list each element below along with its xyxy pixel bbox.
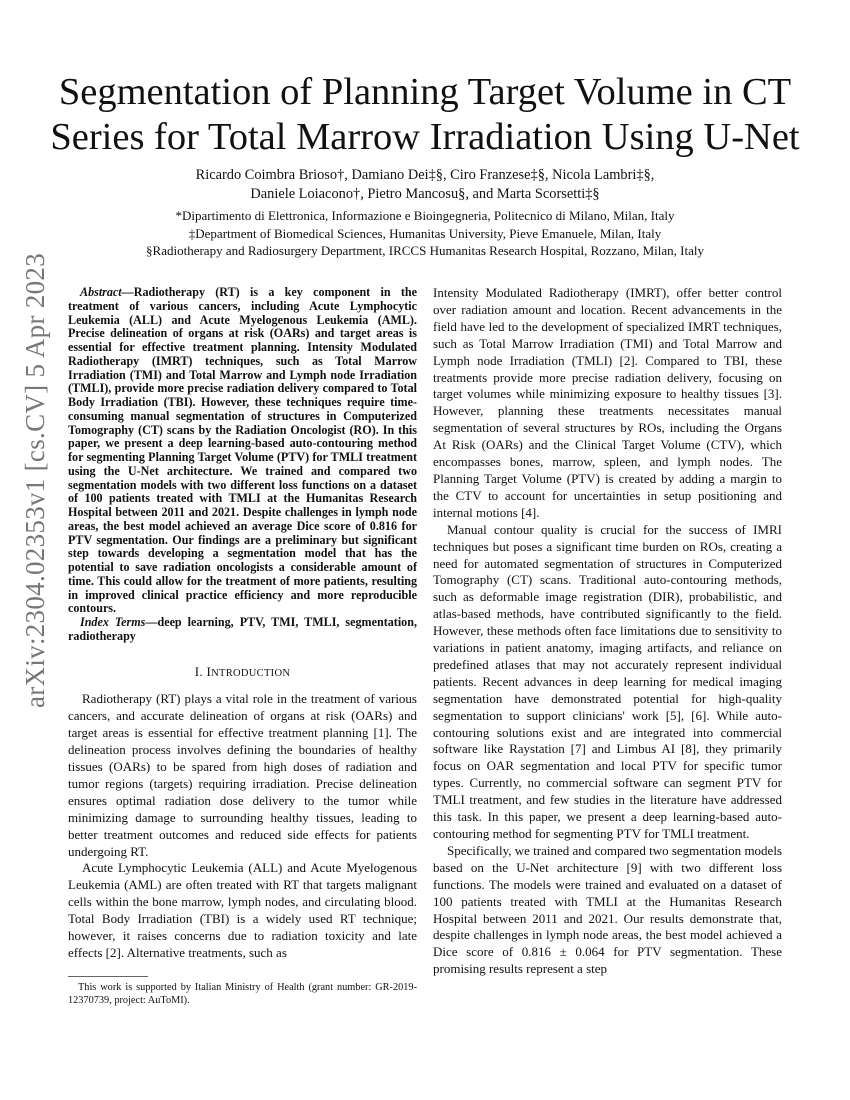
index-terms: [68, 616, 417, 644]
body-paragraph-continued: Intensity Modulated Radiotherapy (IMRT), offer better control over radiation amount and location. Recent advancements in the field have led to the development of specialized IMRT techniques, such as Total Marrow Irradiation (TMI) and Total Marrow and Lymph node Irradiation (TMLI) [2]. Compared to TBI, these treatments provide more precise radiation delivery, focusing on target volumes while minimizing exposure to healthy tissues [3]. However, planning these treatments necessitates manual segmentation of several structures by ROs, including the Organs At Risk (OARs) and the Clinical Target Volume (CTV), which encompasses bones, marrow, spleen, and lymph nodes. The Planning Target Volume (PTV) is created by adding a margin to the CTV to account for uncertainties in setup positioning and internal motions [4].: [433, 285, 782, 520]
body-paragraph-manual-contour: Manual contour quality is crucial for the success of IMRI techniques but poses a significant time burden on ROs, creating a need for automated segmentation of structures in Computerized Tomography (CT) scans. Traditional auto-contouring methods, such as deformable image registration (DIR), probabilistic, and atlas-based methods, have contributed significantly to the field. However, these methods often face limitations due to sensitivity to variations in patient anatomy, imaging artifacts, and reliance on predefined atlases that may not accurately represent individual patients. Recent advances in deep learning for medical imaging segmentation have demonstrated potential for high-quality segmentation to support clinicians' work [5], [6]. While auto-contouring solutions exist and are integrated into commercial software like Raystation [7] and Limbus AI [8], they primarily focus on OAR segmentation and local PTV for specific tumor types. Currently, no commercial software can segment PTV for TMLI treatment, and few studies in the literature have addressed this task. In this paper, we present a deep learning-based auto-contouring method for segmenting PTV for TMLI treatment.: [433, 521, 782, 841]
abstract-text: —Radiotherapy (RT) is a key component in the treatment of various cancers, including Acute Lymphocytic Leukemia (ALL) and Acute Myelogenous Leukemia (AML). Precise delineation of organs at risk (OARs) and target areas is essential for effective treatment planning. Intensity Modulated Radiotherapy (IMRT) techniques, such as Total Marrow Irradiation (TMI) and Total Marrow and Lymph node Irradiation (TMLI), provide more precise radiation delivery compared to Total Body Irradiation (TBI). However, these techniques require time-consuming manual segmentation of structures in Computerized Tomography (CT) scans by the Radiation Oncologist (RO). In this paper, we present a deep learning-based auto-contouring method for segmenting Planning Target Volume (PTV) for TMLI treatment using the U-Net architecture. We trained and compared two segmentation models with two different loss functions on a dataset of 100 patients treated with TMLI at the Humanitas Research Hospital between 2011 and 2021. Despite challenges in lymph node areas, the best model achieved an average Dice score of 0.816 for PTV segmentation. Our findings are a preliminary but significant step towards developing a segmentation model that has the potential to save radiation oncologists a considerable amount of time. This could allow for the treatment of more patients, resulting in improved clinical practice efficiency and more reproducible contours.: [68, 285, 417, 616]
right-column: [433, 285, 782, 978]
index-terms-text: —deep learning, PTV, TMI, TMLI, segmentation, radiotherapy: [68, 615, 417, 643]
abstract-paragraph: [68, 286, 417, 616]
author-line-2: Daniele Loiacono†, Pietro Mancosu§, and Marta Scorsetti‡§: [250, 186, 600, 202]
index-terms-label: Index Terms: [80, 615, 146, 629]
footnote: [68, 976, 417, 1007]
intro-paragraph-2: Acute Lymphocytic Leukemia (ALL) and Acute Myelogenous Leukemia (AML) are often treated with RT that targets malignant cells within the bone marrow, lymph nodes, and circulating blood. Total Body Irradiation (TBI) is a widely used RT technique; however, it raises concerns due to radiation toxicity and late effects [2]. Alternative treatments, such as: [68, 860, 417, 960]
arxiv-sidebar: [10, 252, 62, 708]
arxiv-identifier: arXiv:2304.02353v1 [cs.CV] 5 Apr 2023: [20, 252, 51, 708]
affiliation-2: ‡Department of Biomedical Sciences, Humanitas University, Pieve Emanuele, Milan, Italy: [188, 225, 662, 241]
affiliation-1: *Dipartimento di Elettronica, Informazione e Bioingegneria, Politecnico di Milano, Milan, Italy: [175, 208, 675, 223]
section-heading-introduction: [68, 664, 417, 683]
left-column: [68, 286, 417, 1007]
footnote-text: This work is supported by Italian Ministry of Health (grant number: GR-2019-12370739, project: AuToMI).: [68, 981, 417, 1006]
footnote-rule: [68, 976, 148, 977]
author-list: [40, 166, 810, 204]
intro-paragraph-1: Radiotherapy (RT) plays a vital role in the treatment of various cancers, and accurate delineation of organs at risk (OARs) and target areas is essential for effective treatment planning [1]. The delineation process involves defining the boundaries of healthy tissues (OARs) to be spared from high doses of radiation and tumor regions (targets) requiring irradiation. Precise delineation ensures optimal radiation dose delivery to the tumor while minimizing damage to surrounding healthy tissues, leading to better treatment outcomes and reduced side effects for patients undergoing RT.: [68, 691, 417, 859]
section-heading-text: NTRODUCTION: [211, 667, 291, 679]
section-heading-numeral: I. I: [194, 663, 212, 679]
abstract-label: Abstract: [80, 285, 122, 299]
body-paragraph-specifically: Specifically, we trained and compared two segmentation models based on the U-Net architecture [9] with two different loss functions. The models were trained and evaluated on a dataset of 100 patients treated with TMLI at the Humanitas Research Hospital between 2011 and 2021. Our results demonstrate that, despite challenges in lymph node areas, the best model achieved a Dice score of 0.816 ± 0.064 for PTV segmentation. These promising results represent a step: [433, 842, 782, 977]
affiliation-3: §Radiotherapy and Radiosurgery Department, IRCCS Humanitas Research Hospital, Rozzano, Milan, Italy: [146, 243, 704, 258]
affiliation-list: [40, 207, 810, 260]
author-line-1: Ricardo Coimbra Brioso†, Damiano Dei‡§, Ciro Franzese‡§, Nicola Lambri‡§,: [195, 167, 655, 183]
paper-title: Segmentation of Planning Target Volume in CT Series for Total Marrow Irradiation Using U-Net: [50, 71, 800, 158]
abstract: [68, 286, 417, 644]
